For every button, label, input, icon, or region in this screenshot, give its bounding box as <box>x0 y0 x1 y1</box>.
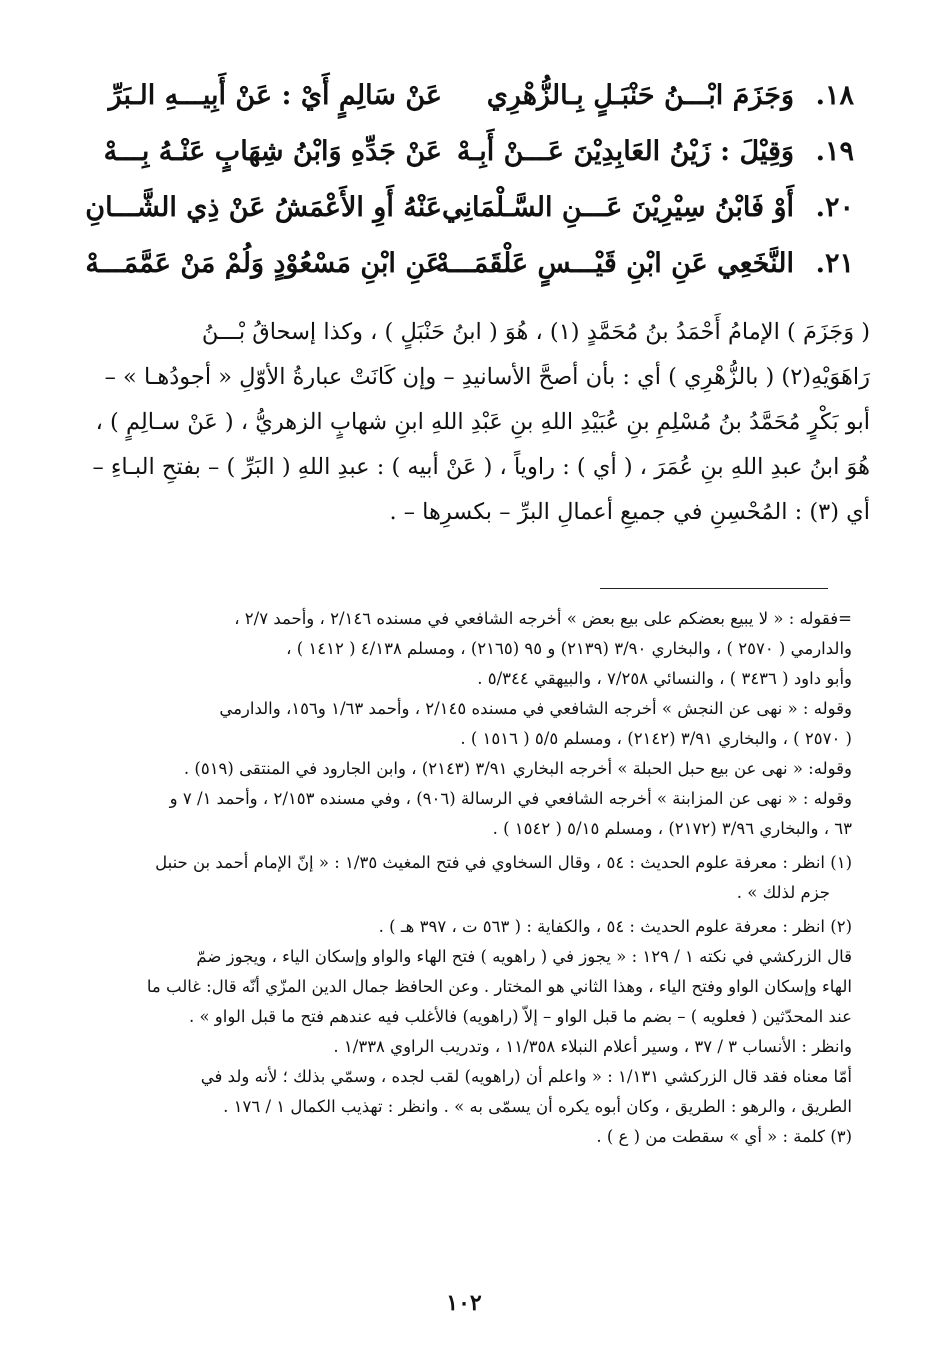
footnote-line: الطريق ، والرهو : الطريق ، وكان أبوه يكره أن يسمّى به » . وانظر : تهذيب الكمال ١ / ١٧٦ . <box>223 1097 852 1116</box>
footnote-line: وانظر : الأنساب ٣ / ٣٧ ، وسير أعلام النبلاء ١١/٣٥٨ ، وتدريب الراوي ١/٣٣٨ . <box>333 1037 852 1056</box>
verse-first-hemistich: وَجَزَمَ ابْـــنُ حَنْبَـلٍ بِـالزُّهْرِي <box>486 80 794 111</box>
poem-verses <box>60 80 868 304</box>
footnote-3: (٣) كلمة : « أي » سقطت من ( ع ) . <box>596 1127 852 1146</box>
footnote-line: الهاء وإسكان الواو وفتح الياء ، وهذا الثاني هو المختار . وعن الحافظ جمال الدين المزّي أنّه قال: غالب ما <box>146 977 852 996</box>
commentary-line: هُوَ ابنُ عبدِ اللهِ بنِ عُمَرَ ، ( أي ) : راوياً ، ( عَنْ أبيه ) : عبدِ اللهِ ( البَرِّ ) – بفتحِ البـاءِ – <box>92 454 870 480</box>
verse-second-hemistich: عَنِ ابْنِ مَسْعُوْدٍ وَلُمْ مَنْ عَمَّمَـــهْ <box>85 248 442 279</box>
footnote-line: وأبو داود ( ٣٤٣٦ ) ، والنسائي ٧/٢٥٨ ، والبيهقي ٥/٣٤٤ . <box>477 669 852 688</box>
verse-second-hemistich: عَنْهُ أَوِ الأَعْمَشُ عَنْ ذِي الشَّـــانِ <box>85 192 442 223</box>
verse-line <box>60 192 868 248</box>
footnote-line: جزم لذلك » . <box>736 883 830 902</box>
commentary-line: رَاهَوَيْهِ(٢) ( بالزُّهْرِي ) أي : بأن أصحَّ الأسانيدِ – وإن كَانَتْ عبارةُ الأوّلِ « أجودُهـا » – <box>104 364 870 390</box>
footnote-line: وقوله : « نهى عن النجش » أخرجه الشافعي في مسنده ٢/١٤٥ ، وأحمد ١/٦٣ و١٥٦، والدارمي <box>219 699 852 718</box>
verse-line <box>60 248 868 304</box>
commentary-line: أي (٣) : المُحْسِنِ في جميعِ أعمالِ البرِّ – بكسرِها – . <box>389 499 870 525</box>
verse-line <box>60 80 868 136</box>
footnote-line: ( ٢٥٧٠ ) ، والبخاري ٣/٩١ (٢١٤٢) ، ومسلم ٥/٥ ( ١٥١٦ ) . <box>460 729 852 748</box>
verse-line <box>60 136 868 192</box>
footnote-line: ٦٣ ، والبخاري ٣/٩٦ (٢١٧٢) ، ومسلم ٥/١٥ ( ١٥٤٢ ) . <box>492 819 852 838</box>
footnote-line: عند المحدّثين ( فعلويه ) – بضم ما قبل الواو – إلاّ (راهويه) فالأغلب فيه عندهم فتح ما قبل الواو » . <box>188 1007 852 1026</box>
verse-number: ٢١. <box>815 248 854 279</box>
footnote-1: (١) انظر : معرفة علوم الحديث : ٥٤ ، وقال السخاوي في فتح المغيث ١/٣٥ : « إنّ الإمام أحمد بن حنبل <box>155 853 852 872</box>
commentary-line: ( وَجَزَمَ ) الإمامُ أَحْمَدُ بنُ مُحَمَّدٍ (١) ، هُوَ ( ابنُ حَنْبَلٍ ) ، وكذا إسحاقُ بْـــنُ <box>201 319 870 345</box>
footnotes <box>70 604 852 1152</box>
verse-first-hemistich: أَوْ فَابْنُ سِيْرِيْنَ عَـــنِ السَّـلْمَانِي <box>442 192 794 223</box>
footnote-divider <box>600 588 828 589</box>
commentary-text <box>68 310 870 535</box>
verse-number: ١٩. <box>815 136 854 167</box>
footnote-line: أمّا معناه فقد قال الزركشي ١/١٣١ : « واعلم أن (راهويه) لقب لجده ، وسمّي بذلك ؛ لأنه ولد في <box>200 1067 852 1086</box>
footnote-line: وقوله: « نهى عن بيع حبل الحبلة » أخرجه البخاري ٣/٩١ (٢١٤٣) ، وابن الجارود في المنتقى (٥١٩) . <box>183 759 852 778</box>
verse-second-hemistich: عَنْ سَالِمٍ أَيْ : عَنْ أَبِيـــهِ الـبَرِّ <box>108 80 442 111</box>
verse-first-hemistich: النَّخَعِي عَنِ ابْنِ قَيْـــسٍ عَلْقَمَـــهْ <box>435 248 794 279</box>
commentary-line: أبو بَكْرٍ مُحَمَّدُ بنُ مُسْلِمِ بنِ عُبَيْدِ اللهِ بنِ عَبْدِ اللهِ ابنِ شهابٍ الزهريُّ ، ( عَنْ سـالِمٍ ) ، <box>95 409 870 435</box>
verse-second-hemistich: عَنْ جَدِّهِ وَابْنُ شِهَابٍ عَنْـهُ بِـــهْ <box>103 136 442 167</box>
footnote-2: (٢) انظر : معرفة علوم الحديث : ٥٤ ، والكفاية : ( ٥٦٣ ت ، ٣٩٧ هـ ) . <box>378 917 852 936</box>
verse-first-hemistich: وَقِيْلَ : زَيْنُ العَابِدِيْنَ عَـــنْ أَبِـهْ <box>456 136 794 167</box>
page-number: ١٠٢ <box>446 1290 482 1316</box>
verse-number: ٢٠. <box>815 192 854 223</box>
footnote-line: والدارمي ( ٢٥٧٠ ) ، والبخاري ٣/٩٠ (٢١٣٩) و ٩٥ (٢١٦٥) ، ومسلم ٤/١٣٨ ( ١٤١٢ ) ، <box>286 639 852 658</box>
footnote-line: قال الزركشي في نكته ١ / ١٢٩ : « يجوز في ( راهويه ) فتح الهاء والواو وإسكان الياء ، ويجوز ضمّ <box>196 947 852 966</box>
footnote-line: =فقوله : « لا يبيع بعضكم على بيع بعض » أخرجه الشافعي في مسنده ٢/١٤٦ ، وأحمد ٢/٧ ، <box>234 609 852 628</box>
footnote-line: وقوله : « نهى عن المزابنة » أخرجه الشافعي في الرسالة (٩٠٦) ، وفي مسنده ٢/١٥٣ ، وأحمد ١/ ٧ و <box>169 789 852 808</box>
verse-number: ١٨. <box>815 80 854 111</box>
